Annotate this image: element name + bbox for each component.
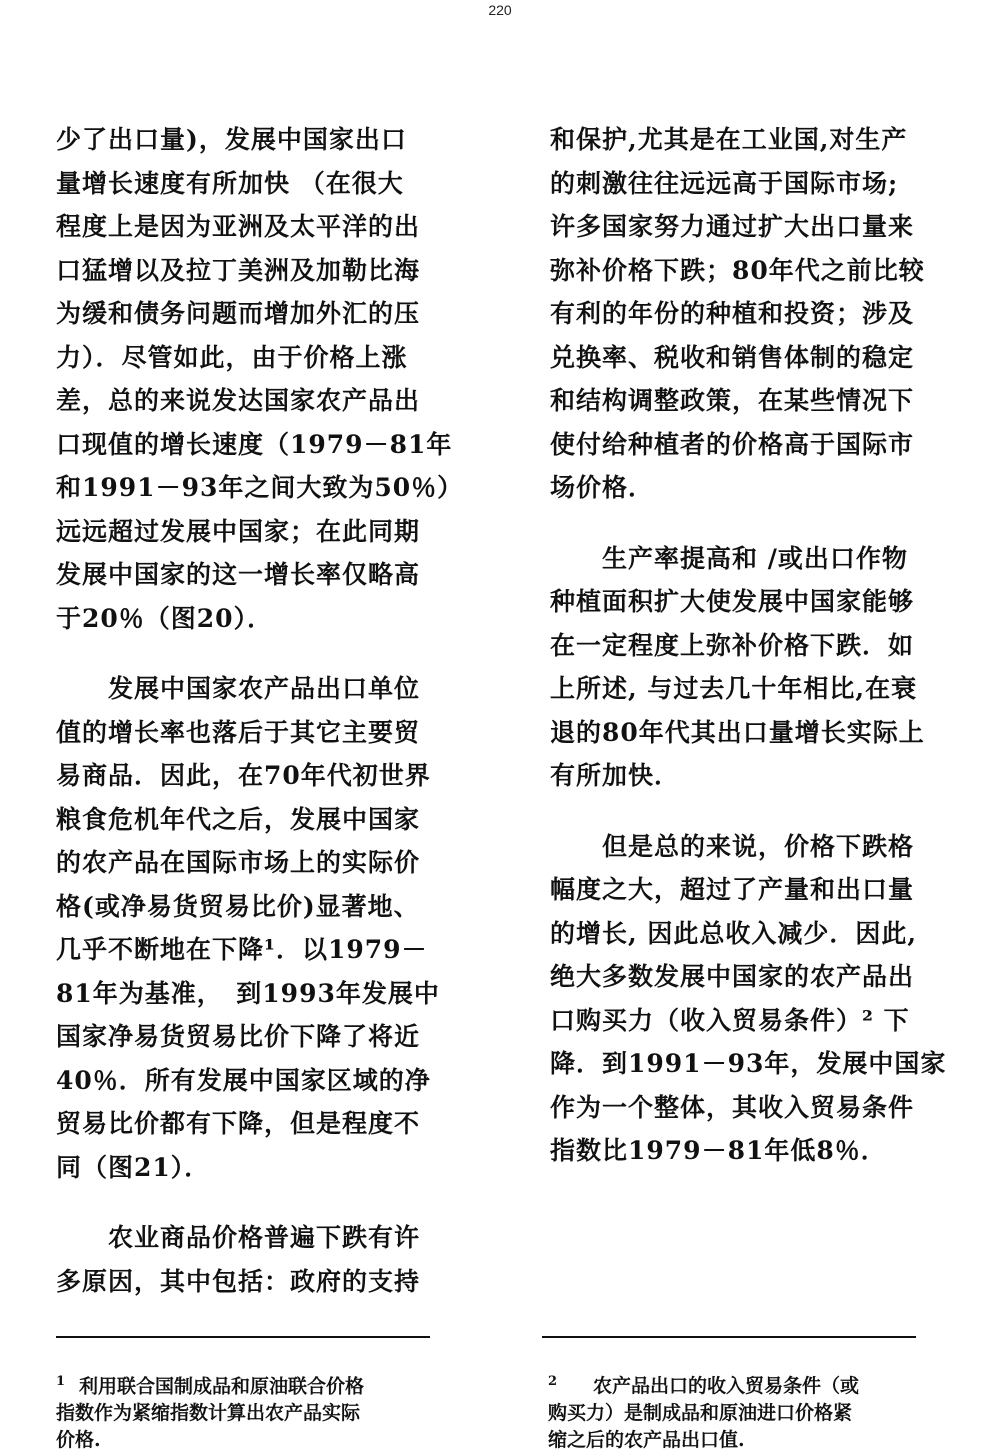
text-line: 种植面积扩大使发展中国家能够: [550, 587, 915, 616]
text-line: 口购买力（收入贸易条件）² 下: [550, 1005, 910, 1035]
text-line: 量增长速度有所加快 （在很大: [56, 168, 404, 198]
text-line: 国家净易货贸易比价下降了将近: [56, 1022, 421, 1051]
footnote-line: 指数作为紧缩指数计算出农产品实际: [56, 1402, 361, 1425]
paragraph: [550, 537, 954, 798]
text-line: 易商品．因此，在70年代初世界: [56, 761, 431, 790]
text-line: 口现值的增长速度（1979－81年: [56, 429, 453, 459]
text-line: 差，总的来说发达国家农产品出: [56, 386, 421, 415]
text-line: 农业商品价格普遍下跌有许: [108, 1223, 421, 1252]
text-line: 场价格．: [550, 473, 655, 502]
footnote-line: 购买力）是制成品和原油进口价格紧: [548, 1402, 853, 1425]
text-line: 有所加快．: [550, 761, 681, 790]
text-line: 的农产品在国际市场上的实际价: [56, 848, 421, 877]
text-line: 和保护,尤其是在工业国,对生产: [550, 125, 908, 154]
footnote-mark: 1: [56, 1374, 66, 1389]
right-column: [550, 118, 954, 1200]
text-line: 发展中国家的这一增长率仅略高: [56, 560, 421, 589]
text-line: 发展中国家农产品出口单位: [108, 674, 421, 703]
text-line: 作为一个整体，其收入贸易条件: [550, 1092, 915, 1122]
footnote-divider: [56, 1336, 430, 1338]
paragraph: [56, 667, 460, 1189]
text-line: 但是总的来说，价格下跌格: [602, 831, 915, 861]
footnote-line: 价格.: [56, 1429, 101, 1452]
footnote-2: [548, 1368, 948, 1454]
text-line: 生产率提高和 /或出口作物: [602, 543, 908, 573]
text-line: 粮食危机年代之后，发展中国家: [56, 804, 421, 834]
text-line: 口猛增以及拉丁美洲及加勒比海: [56, 255, 421, 285]
text-line: 程度上是因为亚洲及太平洋的出: [56, 212, 421, 241]
text-line: 于20％（图20）．: [56, 603, 274, 633]
text-line: 兑换率、税收和销售体制的稳定: [550, 342, 915, 372]
text-line: 使付给种植者的价格高于国际市: [550, 429, 915, 459]
text-line: 绝大多数发展中国家的农产品出: [550, 962, 915, 991]
text-line: 贸易比价都有下降，但是程度不: [56, 1109, 421, 1138]
text-line: 同（图21）．: [56, 1152, 211, 1182]
text-line: 有利的年份的种植和投资；涉及: [550, 299, 915, 328]
text-line: 上所述, 与过去几十年相比,在衰: [550, 674, 918, 703]
text-line: 幅度之大，超过了产量和出口量: [550, 875, 915, 904]
text-line: 力）．尽管如此，由于价格上涨: [56, 342, 408, 372]
text-line: 在一定程度上弥补价格下跌．如: [550, 630, 915, 660]
text-line: 的刺激往往远远高于国际市场;: [550, 168, 899, 198]
footnote-mark: 2: [548, 1374, 558, 1389]
text-line: 弥补价格下跌；80年代之前比较: [550, 255, 925, 285]
footnote-text: 利用联合国制成品和原油联合价格: [79, 1375, 365, 1398]
page-number: 220: [488, 2, 512, 18]
paragraph: [56, 1216, 460, 1303]
text-line: 退的80年代其出口量增长实际上: [550, 717, 925, 747]
text-line: 和1991－93年之间大致为50％）: [56, 473, 464, 502]
text-line: 为缓和债务问题而增加外汇的压: [56, 299, 421, 328]
text-line: 少了出口量)，发展中国家出口: [56, 125, 407, 154]
text-line: 远远超过发展中国家；在此同期: [56, 516, 421, 546]
left-column: [56, 118, 464, 1330]
text-line: 81年为基准， 到1993年发展中: [56, 978, 440, 1008]
paragraph: [550, 118, 954, 510]
paragraph: [56, 118, 464, 640]
text-line: 值的增长率也落后于其它主要贸: [56, 717, 421, 747]
text-line: 许多国家努力通过扩大出口量来: [550, 212, 915, 241]
footnote-line: [548, 1368, 948, 1400]
footnote-divider: [542, 1336, 916, 1338]
footnote-text: 农产品出口的收入贸易条件（或: [593, 1375, 860, 1398]
footnote-line: 缩之后的农产品出口值.: [548, 1429, 745, 1452]
text-line: 降．到1991－93年，发展中国家: [550, 1049, 947, 1078]
footnote-1: [56, 1368, 456, 1454]
text-line: 格(或净易货贸易比价)显著地、: [56, 891, 420, 921]
footnote-line: [56, 1368, 456, 1400]
text-line: 的增长, 因此总收入减少．因此,: [550, 918, 918, 948]
text-line: 几乎不断地在下降¹．以1979－: [56, 935, 428, 964]
text-line: 和结构调整政策，在某些情况下: [550, 386, 915, 415]
text-line: 多原因，其中包括：政府的支持: [56, 1266, 421, 1296]
paragraph: [550, 825, 954, 1173]
text-line: 指数比1979－81年低8％．: [550, 1136, 887, 1165]
text-line: 40％．所有发展中国家区域的净: [56, 1065, 431, 1095]
